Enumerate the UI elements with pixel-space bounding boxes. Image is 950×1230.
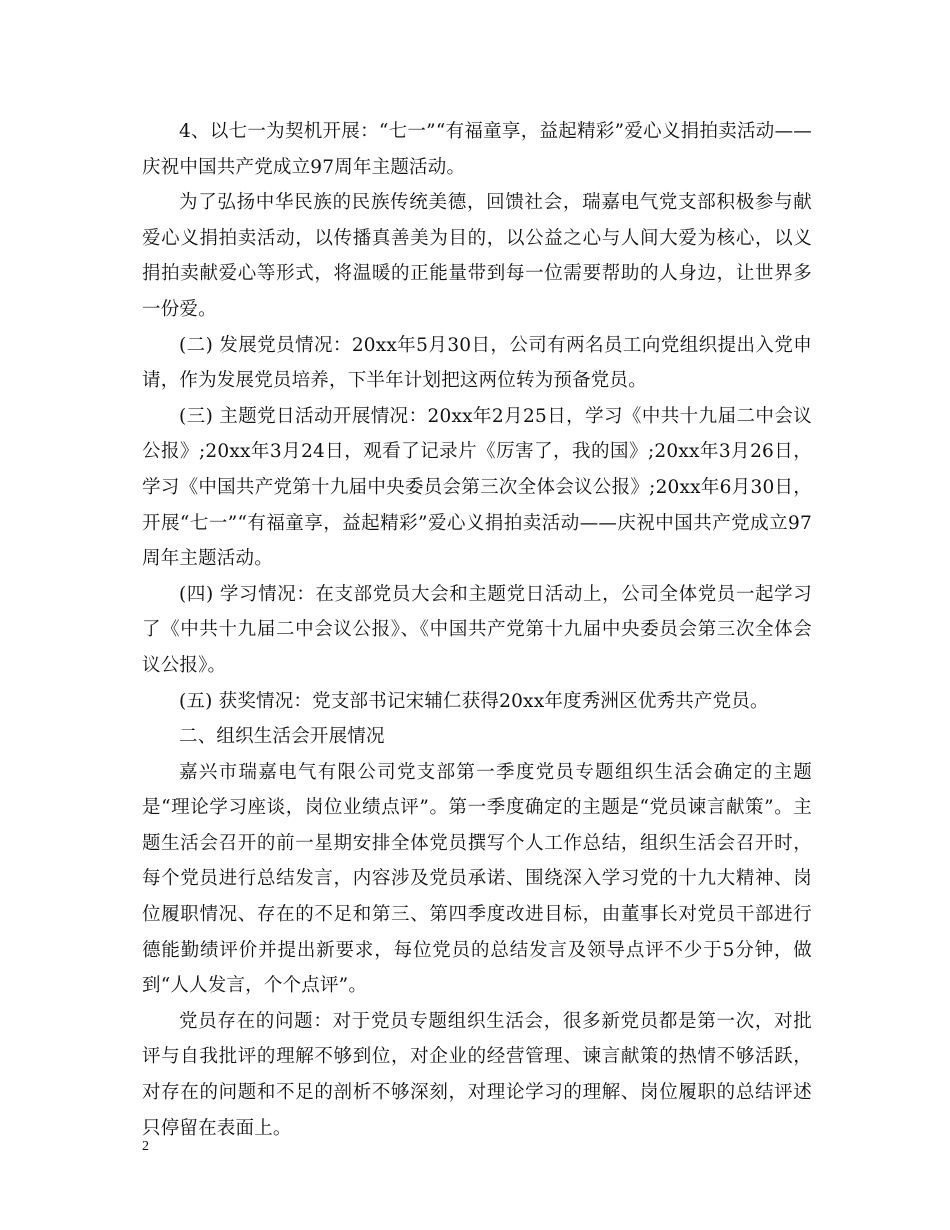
paragraph-activity-4: 4、以七一为契机开展：“七一”“有福童享，益起精彩”爱心义捐拍卖活动——庆祝中国共产党成立97周年主题活动。: [142, 121, 812, 178]
paragraph-study-status: (四) 学习情况：在支部党员大会和主题党日活动上，公司全体党员一起学习了《中共十九届二中会议公报》、《中国共产党第十九届中央委员会第三次全体会议公报》。: [142, 583, 812, 676]
paragraph-party-day-activities: (三) 主题党日活动开展情况：20xx年2月25日，学习《中共十九届二中会议公报》;20xx年3月24日，观看了记录片《厉害了，我的国》;20xx年3月26日，学习《中国共产党第十九届中央委员会第三次全体会议公报》;20xx年6月30日，开展“七一”“有福童享，益起精彩”爱心义捐拍卖活动——庆祝中国共产党成立97周年主题活动。: [142, 405, 812, 570]
section-heading-organization-life: 二、组织生活会开展情况: [179, 726, 385, 748]
paragraph-charity-auction: 为了弘扬中华民族的民族传统美德，回馈社会，瑞嘉电气党支部积极参与献爱心义捐拍卖活动，以传播真善美为目的，以公益之心与人间大爱为核心，以义捐拍卖献爱心等形式，将温暖的正能量带到每一位需要帮助的人身边，让世界多一份爱。: [142, 192, 812, 320]
paragraph-organization-life-meeting: 嘉兴市瑞嘉电气有限公司党支部第一季度党员专题组织生活会确定的主题是“理论学习座谈，岗位业绩点评”。第一季度确定的主题是“党员谏言献策”。主题生活会召开的前一星期安排全体党员撰写个人工作总结，组织生活会召开时，每个党员进行总结发言，内容涉及党员承诺、围绕深入学习党的十九大精神、岗位履职情况、存在的不足和第三、第四季度改进目标，由董事长对党员干部进行德能勤绩评价并提出新要求，每位党员的总结发言及领导点评不少于5分钟，做到“人人发言，个个点评”。: [142, 761, 812, 997]
paragraph-member-development: (二) 发展党员情况：20xx年5月30日，公司有两名员工向党组织提出入党申请，作为发展党员培养，下半年计划把这两位转为预备党员。: [142, 334, 812, 392]
page-number: 2: [142, 1139, 149, 1154]
paragraph-awards: (五) 获奖情况：党支部书记宋辅仁获得20xx年度秀洲区优秀共产党员。: [179, 690, 769, 712]
document-body: [142, 114, 812, 1146]
paragraph-member-issues: 党员存在的问题：对于党员专题组织生活会，很多新党员都是第一次，对批评与自我批评的理解不够到位，对企业的经营管理、谏言献策的热情不够活跃，对存在的问题和不足的剖析不够深刻，对理论学习的理解、岗位履职的总结评述只停留在表面上。: [142, 1010, 812, 1139]
